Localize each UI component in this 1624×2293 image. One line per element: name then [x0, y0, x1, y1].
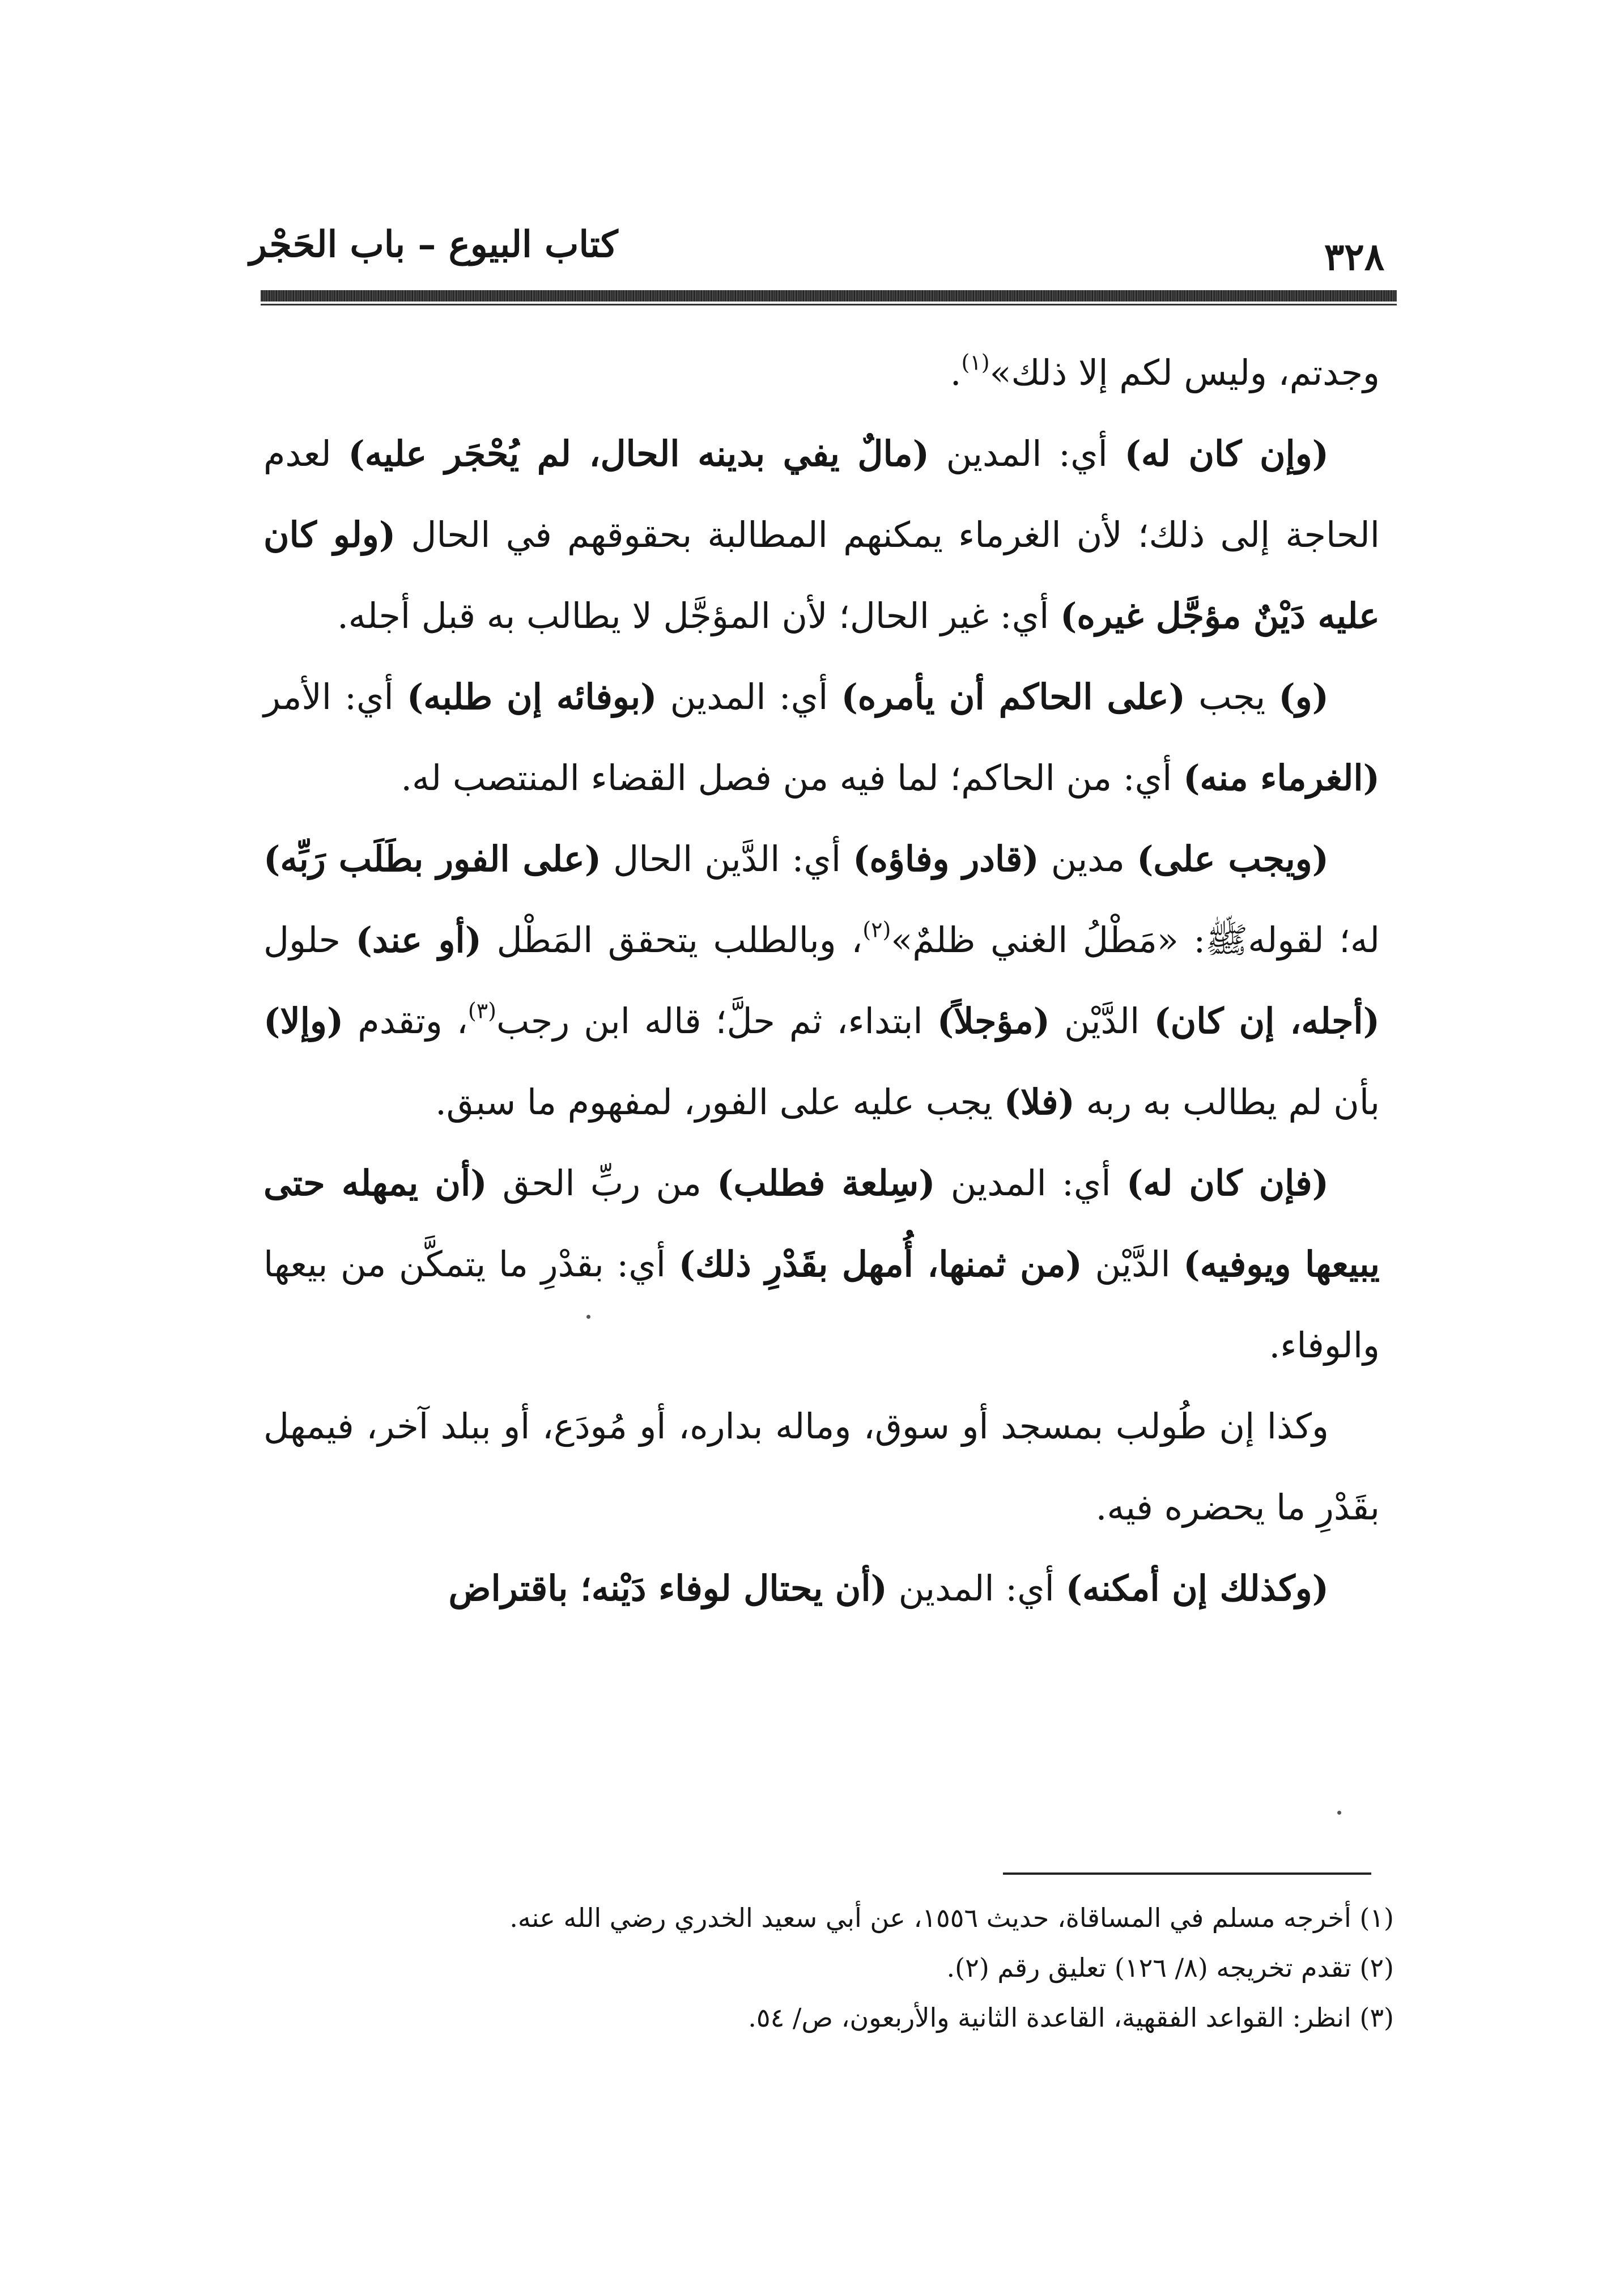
paragraph-6: وكذا إن طُولب بمسجد أو سوق، وماله بداره، أو مُودَع، أو ببلد آخر، فيمهل بقَدْرِ ما يحضره فيه. [263, 1405, 1380, 1528]
paragraph-1: وجدتم، وليس لكم إلا ذلك»$^{(١)}$. [950, 350, 1380, 393]
footnote-3: (٣) انظر: القواعد الفقهية، القاعدة الثانية والأربعون، ص/ ٥٤. [748, 2002, 1394, 2033]
paragraph-5: (فإن كان له) أي: المدين (سِلعة فطلب) من ربِّ الحق (أن يمهله حتى يبيعها ويوفيه) الدَّيْن (من ثمنها، أُمهل بقَدْرِ ذلك) أي: بقدْرِ ما يتمكَّن من بيعها والوفاء. [263, 1162, 1380, 1366]
footnotes [431, 1893, 1394, 2043]
scan-speck [586, 1315, 590, 1319]
header-rule [261, 290, 1397, 302]
footnote-1: (١) أخرجه مسلم في المساقاة، حديث ١٥٥٦، عن أبي سعيد الخدري رضي الله عنه. [509, 1903, 1394, 1933]
page-number: ٣٢٨ [1324, 235, 1385, 279]
paragraph-2: (وإن كان له) أي: المدين (مالٌ يفي بدينه الحال، لم يُحْجَر عليه) لعدم الحاجة إلى ذلك؛ لأن الغرماء يمكنهم المطالبة بحقوقهم في الحال (ولو كان عليه دَيْنٌ مؤجَّل غيره) أي: غير الحال؛ لأن المؤجَّل لا يطالب به قبل أجله. [263, 433, 1380, 636]
header-rule-thin [261, 304, 1397, 305]
footnote-separator [1003, 1872, 1371, 1875]
paragraph-3: (و) يجب (على الحاكم أن يأمره) أي: المدين (بوفائه إن طلبه) أي: الأمر (الغرماء منه) أي: من الحاكم؛ لما فيه من فصل القضاء المنتصب له. [263, 676, 1380, 799]
body-text [263, 332, 1380, 1629]
footnote-ref-1[interactable]: (١) [961, 350, 990, 375]
paragraph-4: (ويجب على) مدين (قادر وفاؤه) أي: الدَّين الحال (على الفور بطَلَب رَبِّه) له؛ لقولهﷺ: «مَطْلُ الغني ظلمٌ»$^{(٢)}$، وبالطلب يتحقق المَطْل (أو عند) حلول (أجله، إن كان) الدَّيْن (مؤجلاً) ابتداء، ثم حلَّ؛ قاله ابن رجب$^{(٣)}$، وتقدم (وإلا) بأن لم يطالب به ربه (فلا) يجب عليه على الفور، لمفهوم ما سبق. [263, 838, 1380, 1123]
scan-speck [1337, 1811, 1341, 1815]
footnote-ref-3[interactable]: (٣) [467, 998, 496, 1024]
footnote-2: (٢) تقدم تخريجه (٨/ ١٢٦) تعليق رقم (٢). [946, 1952, 1394, 1983]
footnote-ref-2[interactable]: (٢) [862, 917, 891, 942]
running-header-title: كتاب البيوع – باب الحَجْر [249, 223, 618, 266]
paragraph-7: (وكذلك إن أمكنه) أي: المدين (أن يحتال لوفاء دَيْنه؛ باقتراض [448, 1568, 1329, 1609]
